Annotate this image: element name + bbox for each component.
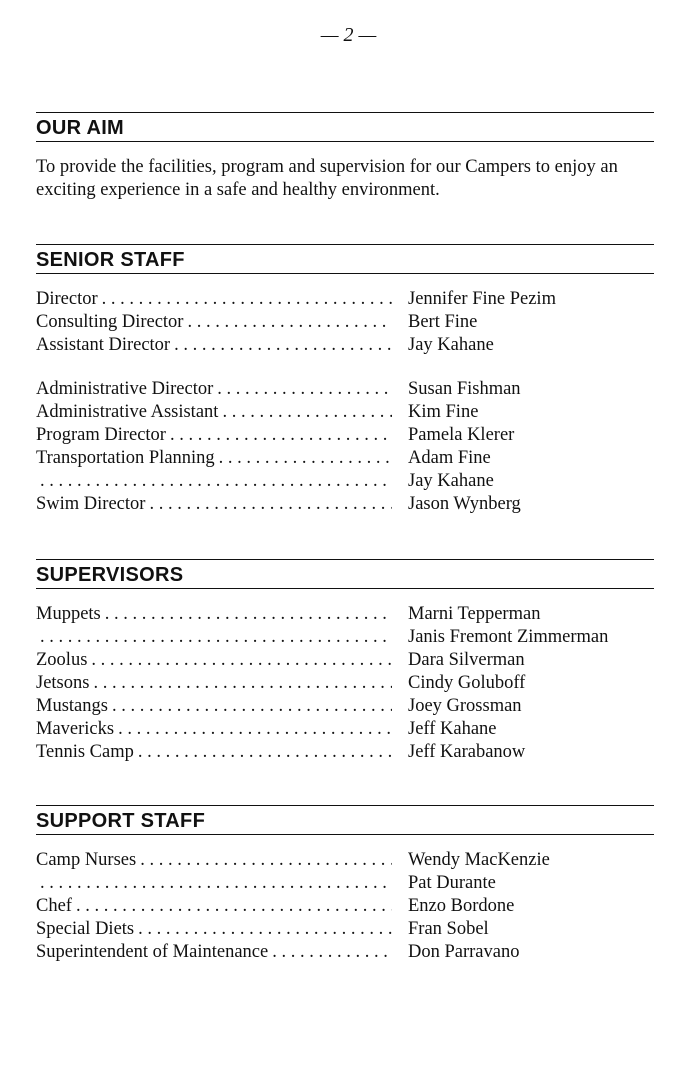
section-heading-rule: [36, 805, 654, 835]
section-heading-rule: [36, 112, 654, 142]
staff-row: [36, 288, 654, 311]
role-label: Consulting Director: [36, 312, 184, 332]
leader-dots: [149, 493, 392, 516]
section-our-aim: [36, 112, 654, 202]
staff-name: Kim Fine: [408, 402, 479, 422]
leader-dots: [40, 470, 392, 493]
staff-name: Fran Sobel: [408, 919, 489, 939]
staff-name: Cindy Goluboff: [408, 673, 526, 693]
staff-name: Wendy MacKenzie: [408, 850, 550, 870]
staff-row: [36, 695, 654, 718]
staff-name: Don Parravano: [408, 942, 520, 962]
staff-row: [36, 741, 654, 764]
role-label: Tennis Camp: [36, 742, 134, 762]
aim-paragraph: To provide the facilities, program and supervision for our Campers to enjoy an exciting experience in a safe and healthy environment.: [36, 157, 618, 200]
section-support-staff: [36, 805, 654, 964]
section-senior-staff: [36, 244, 654, 516]
staff-row: [36, 378, 654, 401]
section-heading-rule: [36, 244, 654, 274]
leader-dots: [40, 872, 392, 895]
leader-dots: [174, 334, 392, 357]
staff-row: [36, 918, 654, 941]
role-label: Superintendent of Maintenance: [36, 942, 269, 962]
staff-name: Pamela Klerer: [408, 425, 515, 445]
staff-name: Jeff Kahane: [408, 719, 497, 739]
staff-list: [36, 603, 654, 764]
leader-dots: [112, 695, 392, 718]
staff-name: Adam Fine: [408, 448, 491, 468]
staff-name: Jason Wynberg: [408, 494, 521, 514]
leader-dots: [40, 626, 392, 649]
staff-row: [36, 626, 654, 649]
staff-row: [36, 672, 654, 695]
leader-dots: [138, 918, 392, 941]
staff-row: [36, 718, 654, 741]
leader-dots: [140, 849, 392, 872]
role-label: Administrative Director: [36, 379, 214, 399]
staff-row: [36, 872, 654, 895]
page-number: — 2 —: [320, 24, 377, 46]
leader-dots: [217, 378, 392, 401]
staff-name: Joey Grossman: [408, 696, 522, 716]
role-label: Special Diets: [36, 919, 135, 939]
staff-row: [36, 493, 654, 516]
staff-name: Enzo Bordone: [408, 896, 515, 916]
role-label: Director: [36, 289, 98, 309]
role-label: Program Director: [36, 425, 166, 445]
leader-dots: [222, 401, 392, 424]
staff-name: Jennifer Fine Pezim: [408, 289, 556, 309]
staff-row: [36, 895, 654, 918]
staff-row: [36, 401, 654, 424]
staff-name: Pat Durante: [408, 873, 496, 893]
staff-row: [36, 603, 654, 626]
section-heading: SENIOR STAFF: [36, 249, 185, 271]
leader-dots: [91, 649, 392, 672]
staff-name: Janis Fremont Zimmerman: [408, 627, 609, 647]
role-label: Mavericks: [36, 719, 115, 739]
staff-row: [36, 424, 654, 447]
leader-dots: [138, 741, 392, 764]
role-label: Swim Director: [36, 494, 146, 514]
leader-dots: [102, 288, 392, 311]
role-label: Administrative Assistant: [36, 402, 219, 422]
leader-dots: [219, 447, 392, 470]
role-label: Chef: [36, 896, 72, 916]
staff-name: Bert Fine: [408, 312, 478, 332]
staff-row: [36, 649, 654, 672]
staff-list: [36, 849, 654, 964]
leader-dots: [272, 941, 392, 964]
staff-row: [36, 941, 654, 964]
role-label: Zoolus: [36, 650, 88, 670]
section-supervisors: [36, 559, 654, 764]
leader-dots: [170, 424, 392, 447]
staff-name: Jay Kahane: [408, 335, 494, 355]
leader-dots: [93, 672, 392, 695]
staff-row: [36, 311, 654, 334]
role-label: Camp Nurses: [36, 850, 137, 870]
leader-dots: [105, 603, 392, 626]
role-label: Jetsons: [36, 673, 90, 693]
staff-name: Jeff Karabanow: [408, 742, 526, 762]
role-label: Transportation Planning: [36, 448, 215, 468]
staff-row: [36, 334, 654, 357]
section-heading: OUR AIM: [36, 117, 125, 139]
role-label: Assistant Director: [36, 335, 171, 355]
staff-name: Dara Silverman: [408, 650, 525, 670]
staff-row: [36, 470, 654, 493]
staff-list: [36, 288, 654, 516]
staff-row: [36, 447, 654, 470]
staff-name: Marni Tepperman: [408, 604, 541, 624]
leader-dots: [76, 895, 392, 918]
role-label: Muppets: [36, 604, 101, 624]
section-heading: SUPERVISORS: [36, 564, 184, 586]
leader-dots: [118, 718, 392, 741]
section-heading-rule: [36, 559, 654, 589]
role-label: Mustangs: [36, 696, 108, 716]
staff-name: Susan Fishman: [408, 379, 521, 399]
section-heading: SUPPORT STAFF: [36, 810, 206, 832]
staff-row: [36, 849, 654, 872]
staff-name: Jay Kahane: [408, 471, 494, 491]
leader-dots: [187, 311, 392, 334]
